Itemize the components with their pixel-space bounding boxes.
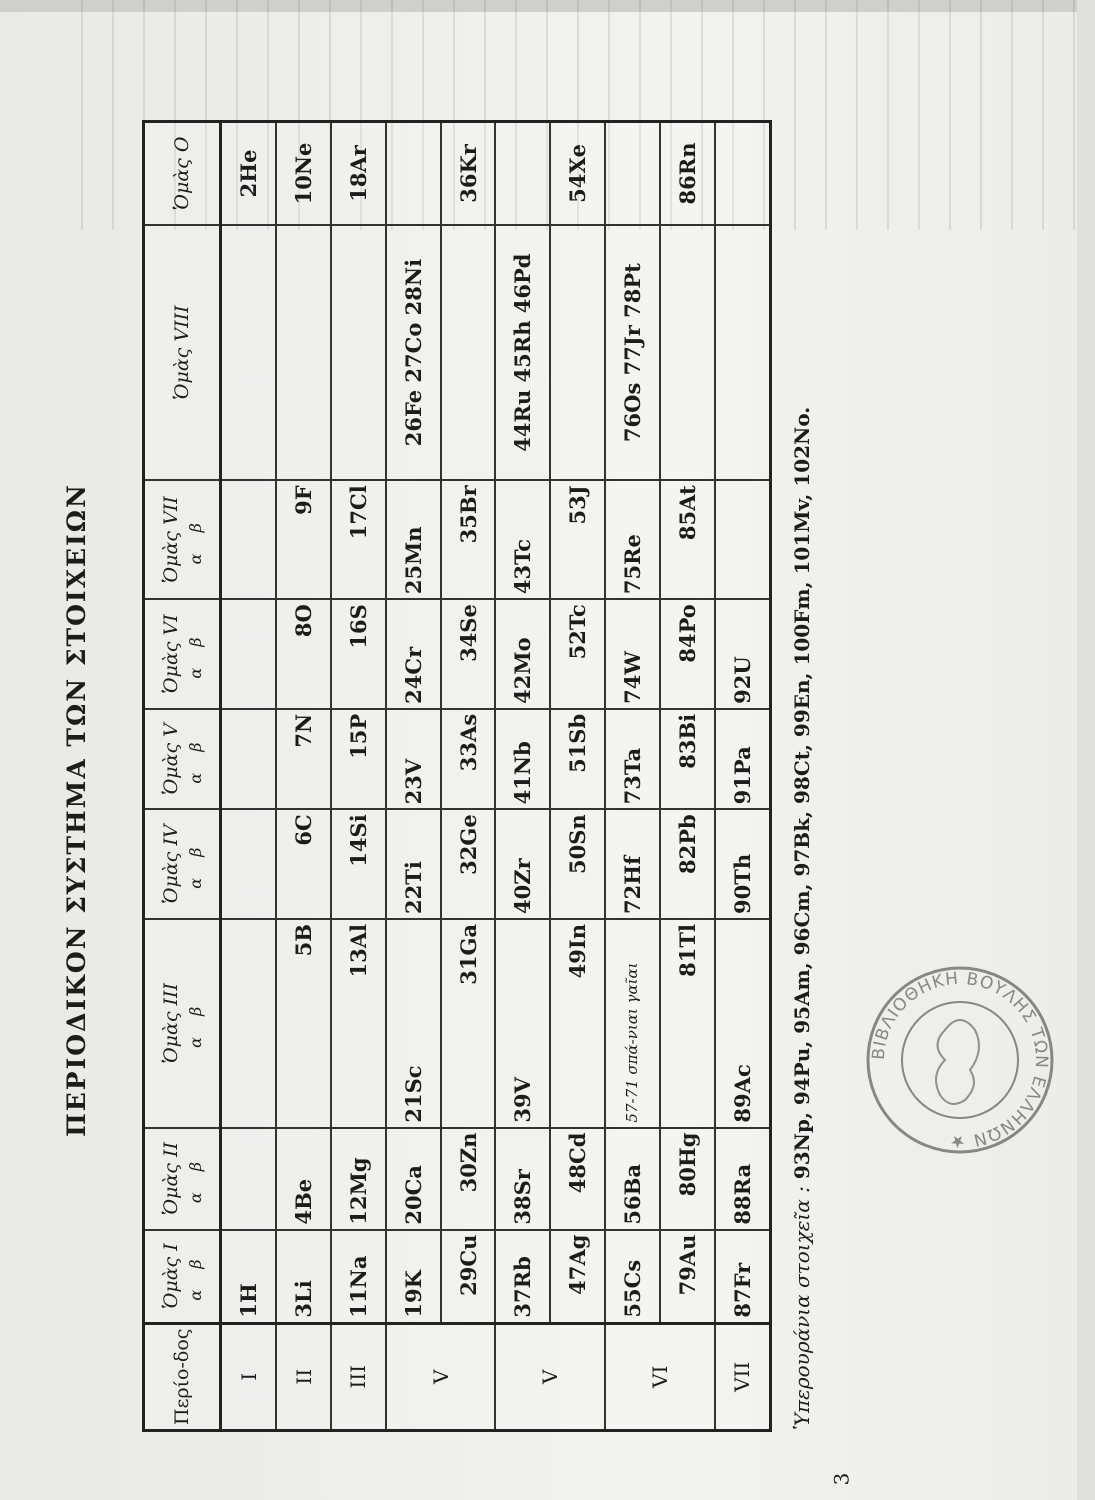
element-a: 11Na: [345, 1255, 371, 1318]
element-a: 55Cs: [619, 1259, 645, 1318]
group-header: [144, 225, 221, 480]
element-b: 9F: [291, 485, 317, 515]
element-cell: [276, 225, 331, 480]
element-a: 56Ba: [619, 1164, 645, 1225]
element-a: 25Mn: [400, 526, 426, 595]
element-cell: [495, 919, 550, 1128]
element-b: 82Pb: [674, 814, 700, 875]
element-a: 57-71 σπά-νιαι γαῖαι: [622, 962, 641, 1123]
group-name: Ὁμὰς V: [159, 723, 182, 796]
table-row: [276, 122, 331, 1431]
element-cell: [550, 1128, 605, 1230]
element-cell: [441, 225, 496, 480]
element-cell: [221, 709, 277, 809]
element-a: 37Rb: [510, 1256, 536, 1318]
group-name: Ὁμὰς VIII: [171, 305, 193, 400]
element-a: 75Re: [619, 534, 645, 595]
element-cell: [386, 919, 441, 1128]
element-cell: [715, 1128, 771, 1230]
element-a: 73Ta: [619, 747, 645, 805]
element-b: 52Tc: [565, 604, 591, 660]
element-cell: [550, 809, 605, 919]
element-cell: [660, 480, 715, 599]
period-label: V: [495, 1323, 605, 1430]
element-cell: 86Rn: [660, 122, 715, 225]
element-cell: [495, 480, 550, 599]
element-b: 16S: [345, 604, 371, 649]
element-cell: [495, 1128, 550, 1230]
element-cell: [605, 709, 660, 809]
element-cell: [331, 1128, 386, 1230]
group-name: Ὁμὰς VI: [159, 614, 182, 694]
footnote: [790, 110, 814, 1430]
element-b: 35Br: [455, 485, 481, 544]
element-b: 17Cl: [345, 485, 371, 540]
element-cell: [605, 599, 660, 709]
element-cell: [660, 1128, 715, 1230]
bleed-through-line: [858, 0, 889, 230]
element-a: 21Sc: [400, 1065, 426, 1123]
element-cell: [276, 1128, 331, 1230]
element-cell: 76Os 77Jr 78Pt: [605, 225, 660, 480]
element-a: 90Th: [729, 853, 755, 914]
element-cell: [441, 919, 496, 1128]
element-cell: [660, 809, 715, 919]
period-label: VII: [715, 1323, 771, 1430]
element-cell: [660, 599, 715, 709]
element-cell: [715, 809, 771, 919]
element-b: 5B: [291, 923, 317, 957]
element-b: 33As: [455, 713, 481, 772]
element-cell: [221, 225, 277, 480]
element-cell: [715, 709, 771, 809]
element-a: 43Tc: [510, 538, 536, 595]
bleed-through-line: [982, 0, 1013, 230]
element-a: 74W: [619, 651, 645, 704]
element-a: 19K: [400, 1270, 426, 1318]
element-b: 14Si: [345, 814, 371, 867]
element-b: 32Ge: [455, 814, 481, 875]
element-cell: [331, 709, 386, 809]
element-cell: [441, 709, 496, 809]
group-subgroups: α β: [185, 515, 205, 565]
element-cell: [276, 919, 331, 1128]
element-cell: [386, 599, 441, 709]
element-cell: 36Kr: [441, 122, 496, 225]
periodic-table: [142, 120, 772, 1432]
element-b: 84Po: [674, 604, 700, 663]
period-label: I: [221, 1323, 277, 1430]
element-cell: [550, 225, 605, 480]
element-cell: [386, 480, 441, 599]
group-subgroups: α β: [185, 734, 205, 784]
element-cell: [276, 809, 331, 919]
element-a: 42Mo: [510, 637, 536, 704]
element-cell: [715, 919, 771, 1128]
group-subgroups: α β: [185, 998, 205, 1048]
group-header: [144, 1128, 221, 1230]
element-a: 41Nb: [510, 741, 536, 805]
library-stamp: [860, 960, 1060, 1160]
element-cell: [495, 599, 550, 709]
element-cell: 18Ar: [331, 122, 386, 225]
group-header: [144, 1230, 221, 1323]
element-cell: [331, 919, 386, 1128]
element-b: 8O: [291, 604, 317, 638]
element-cell: [331, 599, 386, 709]
element-a: 24Cr: [400, 646, 426, 704]
element-cell: [386, 1128, 441, 1230]
element-cell: [221, 480, 277, 599]
element-cell: [495, 122, 550, 225]
element-cell: [605, 122, 660, 225]
element-cell: [660, 1230, 715, 1323]
element-cell: [715, 122, 771, 225]
page-number: 3: [829, 1472, 854, 1486]
element-a: 4Be: [291, 1178, 317, 1225]
element-cell: [605, 1128, 660, 1230]
element-cell: [221, 599, 277, 709]
table-row: [386, 122, 441, 1431]
element-b: 85At: [674, 485, 700, 541]
element-a: 72Hf: [619, 855, 645, 914]
period-label: VI: [605, 1323, 715, 1430]
element-cell: [715, 480, 771, 599]
bleed-through-line: [889, 0, 920, 230]
group-subgroups: α β: [185, 1154, 205, 1204]
group-header: [144, 919, 221, 1128]
element-cell: [550, 480, 605, 599]
element-a: 23V: [400, 758, 426, 805]
period-label: V: [386, 1323, 496, 1430]
element-cell: [276, 599, 331, 709]
element-b: 7N: [291, 713, 317, 748]
period-label: II: [276, 1323, 331, 1430]
element-cell: [660, 709, 715, 809]
element-cell: [331, 809, 386, 919]
group-header: [144, 480, 221, 599]
element-cell: [386, 1230, 441, 1323]
element-b: 53J: [565, 485, 591, 525]
period-label: III: [331, 1323, 386, 1430]
element-cell: [660, 225, 715, 480]
element-cell: [605, 480, 660, 599]
element-a: 20Ca: [400, 1165, 426, 1225]
group-header: [144, 709, 221, 809]
group-name: Ὁμὰς O: [171, 136, 193, 211]
element-a: 39V: [510, 1077, 536, 1123]
element-a: 87Fr: [729, 1262, 755, 1318]
group-name: Ὁμὰς IV: [159, 824, 182, 904]
element-cell: 54Xe: [550, 122, 605, 225]
element-cell: 10Ne: [276, 122, 331, 225]
element-cell: [660, 919, 715, 1128]
element-cell: [550, 599, 605, 709]
bleed-through-line: [920, 0, 951, 230]
element-b: 49In: [565, 923, 591, 979]
element-cell: [441, 1128, 496, 1230]
element-a: 38Sr: [510, 1169, 536, 1225]
element-a: 1H: [236, 1283, 262, 1318]
element-cell: [221, 1128, 277, 1230]
element-cell: [715, 599, 771, 709]
bleed-through-line: [1044, 0, 1075, 230]
group-subgroups: α β: [185, 629, 205, 679]
group-name: Ὁμὰς II: [159, 1142, 182, 1216]
footnote-text: 93Np, 94Pu, 95Am, 96Cm, 97Bk, 98Ct, 99En, 100Fm, 101Mv, 102No.: [790, 406, 814, 1180]
element-b: 29Cu: [455, 1234, 481, 1296]
element-cell: [550, 709, 605, 809]
group-name: Ὁμὰς I: [159, 1243, 182, 1309]
bleed-through-line: [1075, 0, 1095, 230]
period-header: Περίο-δος: [144, 1323, 221, 1430]
element-cell: [495, 709, 550, 809]
element-a: 3Li: [291, 1280, 317, 1318]
element-b: 31Ga: [455, 923, 481, 985]
element-cell: [221, 1230, 277, 1323]
table-row: [441, 122, 496, 1431]
group-header: [144, 122, 221, 225]
rotated-content: [62, 50, 912, 1470]
element-a: 89Ac: [729, 1064, 755, 1123]
element-b: 6C: [291, 814, 317, 846]
table-row: [221, 122, 277, 1431]
bleed-through-line: [114, 0, 145, 230]
element-b: 15P: [345, 713, 371, 759]
element-cell: [550, 919, 605, 1128]
footnote-label: Ὑπερουράνια στοιχεῖα :: [790, 1186, 814, 1430]
element-cell: [221, 919, 277, 1128]
element-cell: [605, 1230, 660, 1323]
element-cell: [441, 1230, 496, 1323]
element-cell: [386, 122, 441, 225]
element-cell: [331, 225, 386, 480]
element-b: 81Tl: [674, 923, 700, 977]
element-cell: [441, 599, 496, 709]
element-a: 88Ra: [729, 1163, 755, 1225]
element-b: 47Ag: [565, 1234, 591, 1295]
element-a: 40Zr: [510, 858, 536, 914]
element-cell: [276, 709, 331, 809]
table-row: [331, 122, 386, 1431]
table-row: [495, 122, 550, 1431]
element-b: 34Se: [455, 604, 481, 662]
element-a: 92U: [729, 656, 755, 704]
element-cell: [276, 480, 331, 599]
element-b: 80Hg: [674, 1132, 700, 1197]
element-cell: [386, 709, 441, 809]
element-cell: [441, 809, 496, 919]
element-b: 48Cd: [565, 1132, 591, 1194]
element-cell: [331, 480, 386, 599]
group-header: [144, 599, 221, 709]
group-header: [144, 809, 221, 919]
group-name: Ὁμὰς VII: [159, 496, 182, 584]
element-cell: [331, 1230, 386, 1323]
element-cell: [221, 809, 277, 919]
element-b: 51Sb: [565, 713, 591, 773]
element-cell: [715, 1230, 771, 1323]
element-b: 13Al: [345, 923, 371, 978]
element-cell: [495, 1230, 550, 1323]
group-subgroups: α β: [185, 839, 205, 889]
table-row: [660, 122, 715, 1431]
library-stamp-seal: [860, 960, 1060, 1160]
table-row: [550, 122, 605, 1431]
element-cell: [605, 809, 660, 919]
group-name: Ὁμὰς III: [159, 982, 182, 1064]
element-b: 50Sn: [565, 814, 591, 874]
element-cell: [605, 919, 660, 1128]
element-cell: [276, 1230, 331, 1323]
table-row: [605, 122, 660, 1431]
element-a: 12Mg: [345, 1157, 371, 1225]
group-subgroups: α β: [185, 1251, 205, 1301]
element-cell: [550, 1230, 605, 1323]
table-row: [715, 122, 771, 1431]
element-cell: 26Fe 27Co 28Ni: [386, 225, 441, 480]
svg-text:ΒΙΒΛΙΟΘΗΚΗ ΒΟΥΛΗΣ ΤΩΝ ΕΛΛΗΝΩΝ: ΒΙΒΛΙΟΘΗΚΗ ΒΟΥΛΗΣ ΤΩΝ ΕΛΛΗΝΩΝ ★: [868, 968, 1052, 1152]
bleed-through-line: [827, 0, 858, 230]
page-title: ΠΕΡΙΟΔΙΚΟΝ ΣΥΣΤΗΜΑ ΤΩΝ ΣΤΟΙΧΕΙΩΝ: [62, 483, 91, 1137]
element-cell: [495, 809, 550, 919]
element-cell: [441, 480, 496, 599]
element-b: 79Au: [674, 1234, 700, 1296]
element-a: 22Ti: [400, 861, 426, 914]
element-cell: 44Ru 45Rh 46Pd: [495, 225, 550, 480]
bleed-through-line: [951, 0, 982, 230]
element-a: 91Pa: [729, 746, 755, 805]
element-cell: 2He: [221, 122, 277, 225]
bleed-through-line: [1013, 0, 1044, 230]
element-cell: [386, 809, 441, 919]
element-b: 83Bi: [674, 713, 700, 769]
element-cell: [715, 225, 771, 480]
element-b: 30Zn: [455, 1132, 481, 1193]
